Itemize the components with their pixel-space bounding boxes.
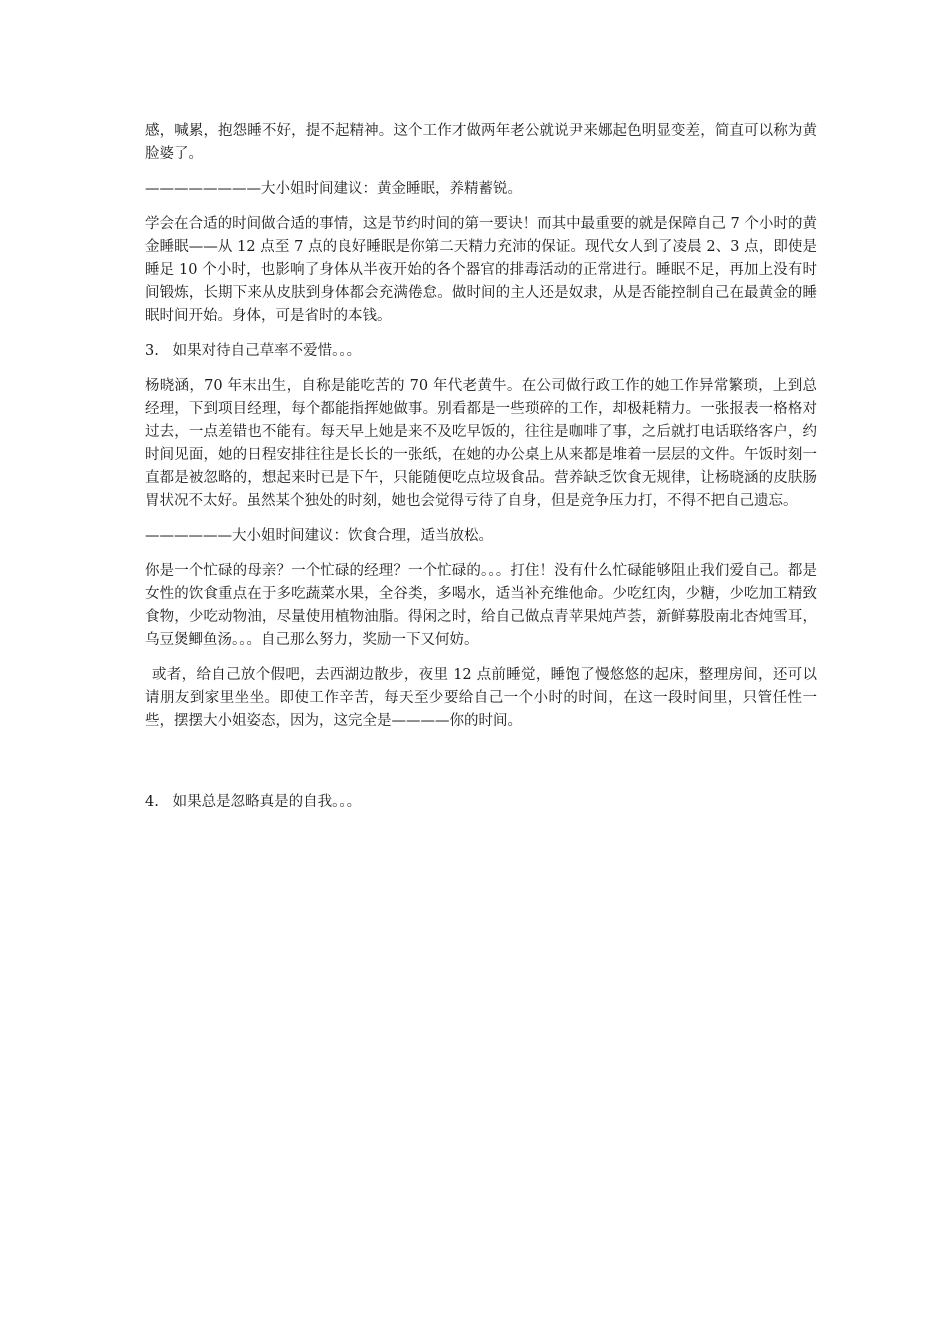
advice-heading-diet: ——————大小姐时间建议：饮食合理，适当放松。: [145, 528, 493, 544]
paragraph-golden-sleep: 学会在合适的时间做合适的事情，这是节约时间的第一要诀！而其中最重要的就是保障自己 7 个小时的黄金睡眠——从 12 点至 7 点的良好睡眠是你第二天精力充沛的保证。现代女人到了凌晨 2、3 点，即使是睡足 10 个小时，也影响了身体从半夜开始的各个器官的排毒活动的正常进行。睡眠不足，再加上没有时间锻炼，长期下来从皮肤到身体都会充满倦怠。做时间的主人还是奴隶，从是否能控制自己在最黄金的睡眠时间开始。身体，可是省时的本钱。: [145, 216, 817, 324]
advice-heading-sleep: ————————大小姐时间建议：黄金睡眠，养精蓄锐。: [145, 181, 522, 197]
blank-spacer: [145, 745, 817, 791]
paragraph-yang-xiaohan: 杨晓涵，70 年末出生，自称是能吃苦的 70 年代老黄牛。在公司做行政工作的她工作异常繁琐，上到总经理，下到项目经理，每个都能指挥她做事。别看都是一些琐碎的工作，却极耗精力。一张报表一格格对过去，一点差错也不能有。每天早上她是来不及吃早饭的，往往是咖啡了事，之后就打电话联络客户，约时间见面，她的日程安排往往是长长的一张纸，在她的办公桌上从来都是堆着一层层的文件。午饭时刻一直都是被忽略的，想起来时已是下午，只能随便吃点垃圾食品。营养缺乏饮食无规律，让杨晓涵的皮肤肠胃状况不太好。虽然某个独处的时刻，她也会觉得亏待了自身，但是竞争压力打，不得不把自己遗忘。: [145, 378, 817, 509]
paragraph-busy-mother: 你是一个忙碌的母亲？一个忙碌的经理？一个忙碌的。。。打住！没有什么忙碌能够阻止我们爱自己。都是女性的饮食重点在于多吃蔬菜水果，全谷类，多喝水，适当补充维他命。少吃红肉，少糖，少吃加工精致食物，少吃动物油，尽量使用植物油脂。得闲之时，给自己做点青苹果炖芦荟，新鲜募股南北杏炖雪耳，乌豆煲鲫鱼汤。。。自己那么努力，奖励一下又何妨。: [145, 563, 817, 648]
section-heading-3: 3. 如果对待自己草率不爱惜。。。: [145, 343, 362, 359]
document-body: [145, 120, 817, 826]
paragraph-complaint: 感，喊累，抱怨睡不好，提不起精神。这个工作才做两年老公就说尹来娜起色明显变差，简直可以称为黄脸婆了。: [145, 123, 817, 162]
paragraph-vacation: 或者，给自己放个假吧，去西湖边散步，夜里 12 点前睡觉，睡饱了慢悠悠的起床，整理房间，还可以请朋友到家里坐坐。即使工作辛苦，每天至少要给自己一个小时的时间，在这一段时间里，只管任性一些，摆摆大小姐姿态，因为，这完全是————你的时间。: [145, 667, 817, 729]
section-heading-4: 4. 如果总是忽略真是的自我。。。: [145, 794, 362, 810]
